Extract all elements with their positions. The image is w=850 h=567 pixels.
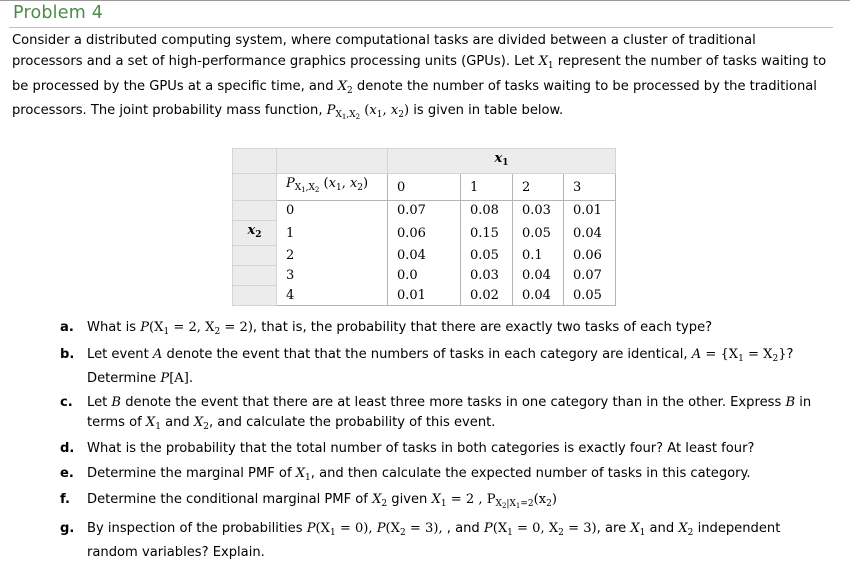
question-f: f. Determine the conditional marginal PMF of $X_2$ given $X_1 = 2$ , $P_{X_2|X_1=2}(x_2)$ xyxy=(60,492,557,510)
x2-value: 3 xyxy=(277,266,388,286)
table-corner xyxy=(233,149,277,174)
table-header-row xyxy=(233,149,616,174)
table-row: 2 0.04 0.05 0.1 0.06 xyxy=(233,246,616,266)
table-row: 0 0.07 0.08 0.03 0.01 xyxy=(233,201,616,221)
x1-header-2: 2 xyxy=(513,174,564,201)
table-row: $x_2$ 1 0.06 0.15 0.05 0.04 xyxy=(233,221,616,246)
page-title: Problem 4 xyxy=(13,3,104,23)
x1-header-0: 0 xyxy=(388,174,461,201)
x1-header-3: 3 xyxy=(564,174,616,201)
question-d: d. What is the probability that the total number of tasks in both categories is exactly four? At least four? xyxy=(60,441,755,456)
top-border xyxy=(0,0,850,1)
title-divider xyxy=(9,27,833,28)
x2-value: 0 xyxy=(277,201,388,221)
question-a: a. What is $P(X_1 = 2$, $X_2 = 2$), that is, the probability that there are exactly two tasks of each type? xyxy=(60,320,713,337)
problem-intro: Consider a distributed computing system, where computational tasks are divided between a cluster of traditional processors and a set of high-performance graphics processing units (GPUs). Let $X_1$ represent the number of tasks waiting to be processed by the GPUs at a specific time, and $X_2$ denote the number of tasks waiting to be processed by the traditional processors. The joint probability mass function, $P_{X_1,X_2}$ ($x_1$, $x_2$) is given in table below. xyxy=(12,33,827,122)
table-row: 3 0.0 0.03 0.04 0.07 xyxy=(233,266,616,286)
x2-value: 4 xyxy=(277,286,388,306)
x2-value: 1 xyxy=(277,221,388,246)
joint-pmf-table xyxy=(232,148,616,306)
x1-column-label: $x_1$ xyxy=(388,149,616,174)
table-row: 4 0.01 0.02 0.04 0.05 xyxy=(233,286,616,306)
x2-row-label: $x_2$ xyxy=(233,221,277,246)
table-header-values-row xyxy=(233,174,616,201)
question-g: g. By inspection of the probabilities $P(X_1 = 0)$, $P(X_2 = 3)$, , and $P(X_1 = 0$, $X_2 = 3$), are $X_1$ and $X_2$ independent random variables? Explain. xyxy=(60,521,781,560)
x1-header-1: 1 xyxy=(461,174,513,201)
joint-pmf-symbol: $P_{X_1,X_2}$ ($x_1$, $x_2$) xyxy=(326,103,410,122)
x2-value: 2 xyxy=(277,246,388,266)
question-e: e. Determine the marginal PMF of $X_1$, and then calculate the expected number of tasks in this category. xyxy=(60,466,751,483)
question-c: c. Let B denote the event that there are at least three more tasks in one category than in the other. Express B in terms of $X_1$ and $X_2$, and calculate the probability of this event. xyxy=(60,395,812,432)
question-b: b. Let event A denote the event that that the numbers of tasks in each category are identical, $A = \{X_1 = X_2\}$? Determine P[A]. xyxy=(60,347,794,386)
pmf-corner-label: $P_{X_1,X_2}$ ($x_1$, $x_2$) xyxy=(277,174,388,201)
